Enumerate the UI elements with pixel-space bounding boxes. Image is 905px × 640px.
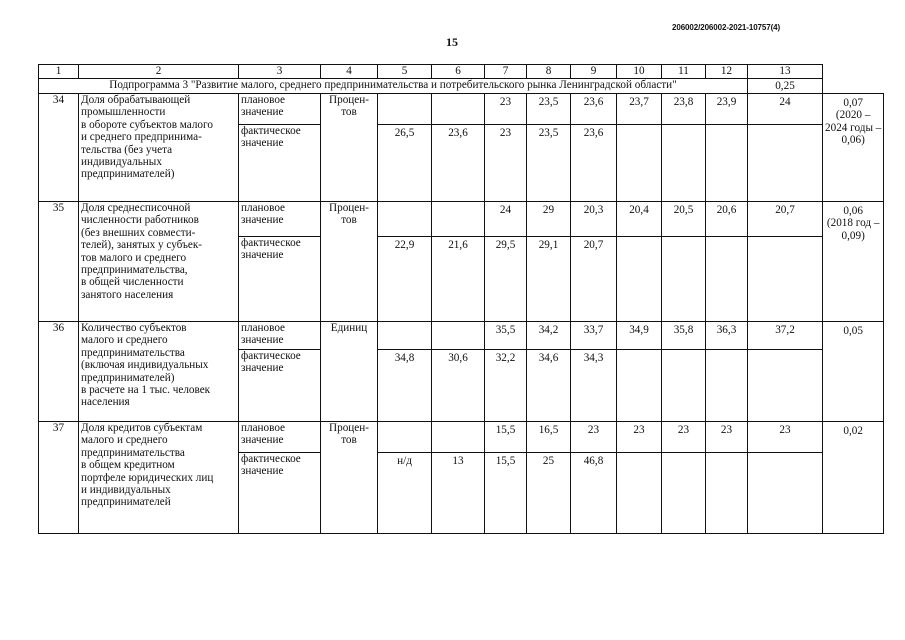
- column-number-2: 2: [79, 65, 239, 79]
- fact-value: 29,5: [485, 237, 527, 322]
- plan-value: 34,2: [527, 322, 571, 350]
- plan-value: 23: [617, 422, 662, 453]
- indicator-name-text: Доля среднесписочной численности работников (без внешних совмести- телей), занятых у субъек- тов малого и среднего предпринимательства, в общей численности занятого населения: [81, 202, 203, 301]
- indicators-table: [38, 64, 884, 534]
- plan-label: плановое значение: [239, 322, 321, 350]
- plan-value: [432, 94, 485, 125]
- fact-value: 26,5: [378, 125, 432, 202]
- plan-value: 20,4: [617, 202, 662, 237]
- plan-value: 34,9: [617, 322, 662, 350]
- plan-label: плановое значение: [239, 94, 321, 125]
- indicator-weight: 0,07 (2020 – 2024 годы – 0,06): [823, 94, 884, 202]
- fact-value: [706, 350, 748, 422]
- column-number-4: 4: [321, 65, 378, 79]
- fact-label: фактическое значение: [239, 350, 321, 422]
- indicator-name-text: Количество субъектов малого и среднего предпринимательства (включая индивидуальных предпринимателей) в расчете на 1 тыс. человек населения: [81, 322, 211, 409]
- plan-value: [432, 322, 485, 350]
- fact-value: [748, 350, 823, 422]
- fact-value: 29,1: [527, 237, 571, 322]
- plan-value: [378, 422, 432, 453]
- column-number-3: 3: [239, 65, 321, 79]
- fact-value: 20,7: [571, 237, 617, 322]
- indicator-name: [79, 422, 239, 534]
- fact-value: 46,8: [571, 453, 617, 534]
- indicator-number: 37: [39, 422, 79, 534]
- plan-value: 23,5: [527, 94, 571, 125]
- indicator-name-text: Доля обрабатывающей промышленности в обороте субъектов малого и среднего предпринима- тельства (без учета индивидуальных предпринимателей): [81, 94, 213, 181]
- fact-value: [662, 237, 706, 322]
- fact-label: фактическое значение: [239, 237, 321, 322]
- plan-value: 20,7: [748, 202, 823, 237]
- fact-value: 15,5: [485, 453, 527, 534]
- indicator-name: [79, 322, 239, 422]
- plan-value: 23: [748, 422, 823, 453]
- fact-value: 23,5: [527, 125, 571, 202]
- indicator-number: 35: [39, 202, 79, 322]
- plan-value: [378, 202, 432, 237]
- plan-value: 23,9: [706, 94, 748, 125]
- fact-value: [748, 237, 823, 322]
- column-number-10: 10: [617, 65, 662, 79]
- plan-value: 23: [571, 422, 617, 453]
- fact-value: 34,6: [527, 350, 571, 422]
- fact-value: [617, 453, 662, 534]
- plan-value: 23: [706, 422, 748, 453]
- document-id: 206002/206002-2021-10757(4): [672, 23, 781, 32]
- plan-value: 20,5: [662, 202, 706, 237]
- indicator-weight: 0,05: [823, 322, 884, 422]
- fact-value: 23,6: [571, 125, 617, 202]
- indicator-number: 36: [39, 322, 79, 422]
- plan-value: 35,5: [485, 322, 527, 350]
- fact-value: 34,3: [571, 350, 617, 422]
- fact-value: 21,6: [432, 237, 485, 322]
- indicator-number: 34: [39, 94, 79, 202]
- fact-value: [617, 237, 662, 322]
- plan-value: 23: [485, 94, 527, 125]
- fact-value: [617, 125, 662, 202]
- plan-value: 20,3: [571, 202, 617, 237]
- fact-value: 34,8: [378, 350, 432, 422]
- plan-value: 24: [748, 94, 823, 125]
- indicator-weight: 0,06 (2018 год – 0,09): [823, 202, 884, 322]
- plan-value: [432, 422, 485, 453]
- plan-value: [432, 202, 485, 237]
- plan-value: 24: [485, 202, 527, 237]
- fact-value: [662, 453, 706, 534]
- fact-value: 25: [527, 453, 571, 534]
- fact-value: [662, 350, 706, 422]
- fact-value: 32,2: [485, 350, 527, 422]
- column-number-1: 1: [39, 65, 79, 79]
- column-number-6: 6: [432, 65, 485, 79]
- fact-value: [748, 453, 823, 534]
- plan-value: 35,8: [662, 322, 706, 350]
- column-number-13: 13: [748, 65, 823, 79]
- plan-value: 36,3: [706, 322, 748, 350]
- indicator-name: [79, 202, 239, 322]
- plan-label: плановое значение: [239, 202, 321, 237]
- plan-value: 33,7: [571, 322, 617, 350]
- fact-value: [706, 453, 748, 534]
- column-number-5: 5: [378, 65, 432, 79]
- unit: Процен- тов: [321, 94, 378, 202]
- plan-value: [378, 94, 432, 125]
- page-number: 15: [446, 35, 458, 49]
- plan-value: 23,6: [571, 94, 617, 125]
- plan-value: 23,8: [662, 94, 706, 125]
- unit: Процен- тов: [321, 202, 378, 322]
- indicator-row-plan: [39, 202, 884, 237]
- plan-value: [378, 322, 432, 350]
- fact-value: 13: [432, 453, 485, 534]
- fact-label: фактическое значение: [239, 453, 321, 534]
- fact-value: н/д: [378, 453, 432, 534]
- fact-value: [617, 350, 662, 422]
- indicator-name-text: Доля кредитов субъектам малого и среднего предпринимательства в общем кредитном портфеле юридических лиц и индивидуальных предпринимателей: [81, 422, 214, 509]
- fact-value: [706, 237, 748, 322]
- column-number-row: [39, 65, 884, 79]
- indicator-row-plan: [39, 94, 884, 125]
- plan-value: 15,5: [485, 422, 527, 453]
- column-number-11: 11: [662, 65, 706, 79]
- fact-value: 30,6: [432, 350, 485, 422]
- unit: Единиц: [321, 322, 378, 422]
- fact-value: 22,9: [378, 237, 432, 322]
- plan-value: 29: [527, 202, 571, 237]
- plan-value: 23: [662, 422, 706, 453]
- plan-label: плановое значение: [239, 422, 321, 453]
- column-number-9: 9: [571, 65, 617, 79]
- plan-value: 20,6: [706, 202, 748, 237]
- subprogram-title: Подпрограмма 3 "Развитие малого, среднего предпринимательства и потребительского рынка Ленинградской области": [39, 79, 748, 94]
- subprogram-row: [39, 79, 884, 94]
- fact-value: 23: [485, 125, 527, 202]
- fact-value: [748, 125, 823, 202]
- unit: Процен- тов: [321, 422, 378, 534]
- subprogram-weight: 0,25: [748, 79, 823, 94]
- column-number-7: 7: [485, 65, 527, 79]
- plan-value: 37,2: [748, 322, 823, 350]
- column-number-8: 8: [527, 65, 571, 79]
- indicator-name: [79, 94, 239, 202]
- plan-value: 16,5: [527, 422, 571, 453]
- fact-value: [706, 125, 748, 202]
- indicator-row-plan: [39, 422, 884, 453]
- fact-label: фактическое значение: [239, 125, 321, 202]
- fact-value: [662, 125, 706, 202]
- column-number-12: 12: [706, 65, 748, 79]
- indicator-weight: 0,02: [823, 422, 884, 534]
- fact-value: 23,6: [432, 125, 485, 202]
- indicator-row-plan: [39, 322, 884, 350]
- plan-value: 23,7: [617, 94, 662, 125]
